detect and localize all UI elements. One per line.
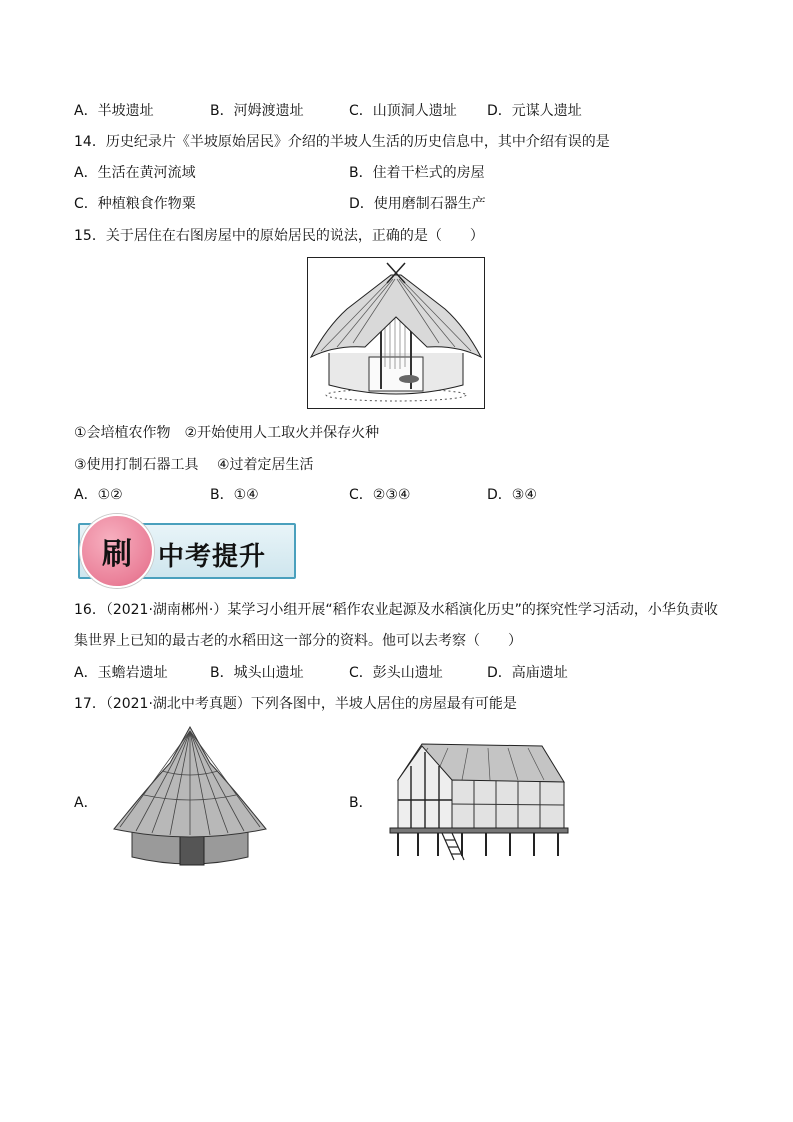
q17-option-a: A． (74, 795, 98, 811)
q14-option-c: C．种植粮食作物粟 (74, 196, 196, 212)
q16-option-c: C．彭头山遗址 (349, 665, 443, 681)
banner-title: 中考提升 (158, 542, 267, 572)
q16-option-b: B．城头山遗址 (210, 665, 304, 681)
q13-option-a: A．半坡遗址 (74, 103, 154, 119)
stilt-house-figure (378, 738, 572, 862)
section-banner (76, 514, 296, 582)
q14-stem: 14．历史纪录片《半坡原始居民》介绍的半坡人生活的历史信息中，其中介绍有误的是 (74, 134, 610, 150)
q13-option-b: B．河姆渡遗址 (210, 103, 304, 119)
q17-stem: 17．（2021·湖北中考真题）下列各图中，半坡人居住的房屋最有可能是 (74, 696, 517, 712)
q15-option-c: C．②③④ (349, 487, 411, 503)
thatched-round-hut-figure (108, 725, 272, 869)
q13-option-d: D．元谋人遗址 (487, 103, 582, 119)
q17-option-b: B． (349, 795, 373, 811)
round-hut-figure (307, 257, 485, 409)
q16-stem-line-1: 16．（2021·湖南郴州·）某学习小组开展“稻作农业起源及水稻演化历史”的探究性学习活动，小华负责收 (74, 602, 718, 618)
q16-stem-line-2: 集世界上已知的最古老的水稻田这一部分的资料。他可以去考察（ ） (74, 633, 522, 649)
q15-option-d: D．③④ (487, 487, 537, 503)
q14-option-b: B．住着干栏式的房屋 (349, 165, 485, 181)
q15-statement-1: ①会培植农作物 ②开始使用人工取火并保存火种 (74, 425, 380, 441)
q13-option-c: C．山顶洞人遗址 (349, 103, 457, 119)
q14-option-a: A．生活在黄河流域 (74, 165, 196, 181)
q15-stem: 15．关于居住在右图房屋中的原始居民的说法，正确的是（ ） (74, 228, 484, 244)
q15-statement-2: ③使用打制石器工具 ④过着定居生活 (74, 457, 314, 473)
q16-option-d: D．高庙遗址 (487, 665, 568, 681)
q16-option-a: A．玉蟾岩遗址 (74, 665, 168, 681)
q15-option-a: A．①② (74, 487, 123, 503)
banner-badge-text: 刷 (102, 537, 132, 572)
q15-option-b: B．①④ (210, 487, 259, 503)
banner-badge (80, 514, 154, 588)
q14-option-d: D．使用磨制石器生产 (349, 196, 486, 212)
